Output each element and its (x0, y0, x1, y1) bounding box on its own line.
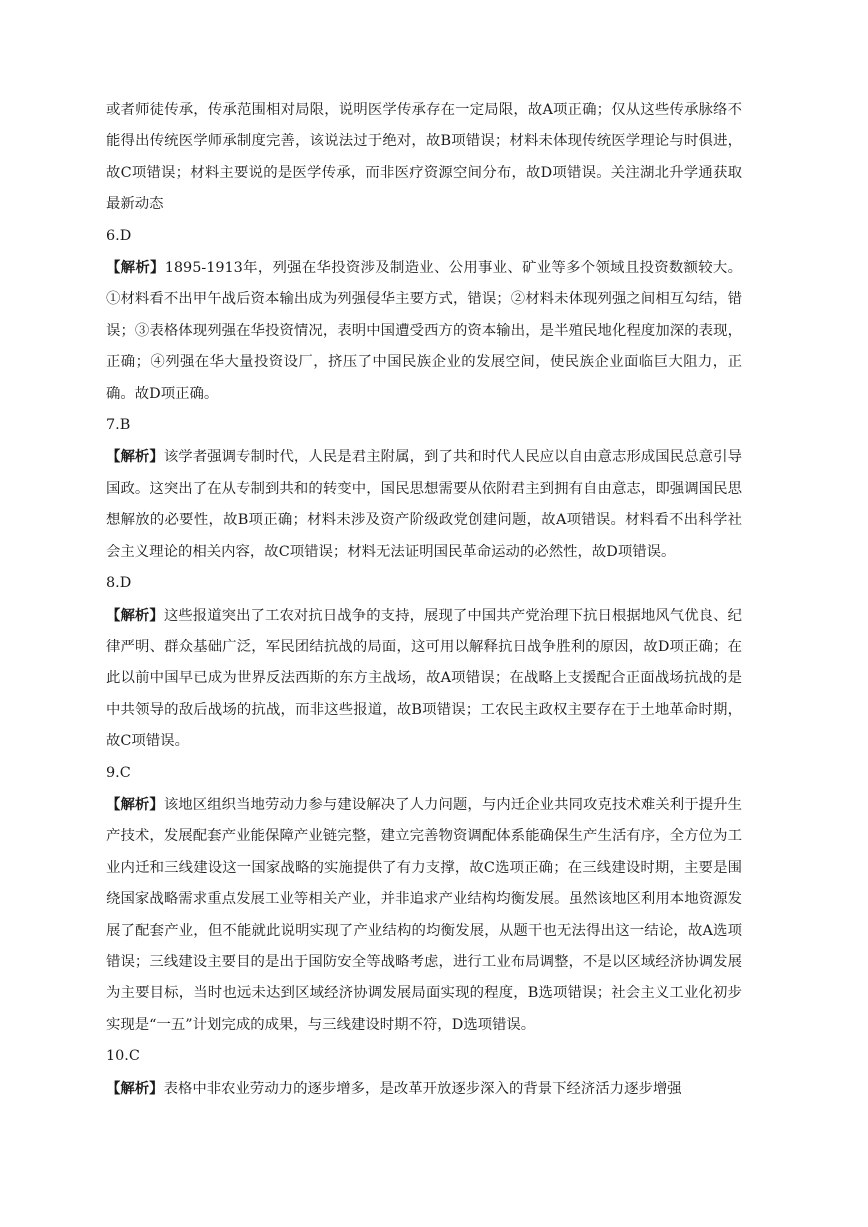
paragraph-text: 该地区组织当地劳动力参与建设解决了人力问题，与内迁企业共同攻克技术难关利于提升生产技术，发展配套产业能保障产业链完整，建立完善物资调配体系能确保生产生活有序，全方位为工业内迁和三线建设这一国家战略的实施提供了有力支撑，故C选项正确；在三线建设时期，主要是围绕国家战略需求重点发展工业等相关产业，并非追求产业结构均衡发展。虽然该地区利用本地资源发展了配套产业，但不能就此说明实现了产业结构的均衡发展，从题干也无法得出这一结论，故A选项错误；三线建设主要目的是出于国防安全等战略考虑，进行工业布局调整，不是以区域经济协调发展为主要目标，当时也远未达到区域经济协调发展局面实现的程度，B选项错误；社会主义工业化初步实现是“一五”计划完成的成果，与三线建设时期不符，D选项错误。 (106, 796, 742, 1033)
paragraph-analysis-6 (106, 252, 742, 410)
paragraph-analysis-10 (106, 1073, 742, 1105)
paragraph-text: 这些报道突出了工农对抗日战争的支持，展现了中国共产党治理下抗日根据地风气优良、纪律严明、群众基础广泛，军民团结抗战的局面，这可用以解释抗日战争胜利的原因，故D项正确；在此以前中国早已成为世界反法西斯的东方主战场，故A项错误；在战略上支援配合正面战场抗战的是中共领导的敌后战场的抗战，而非这些报道，故B项错误；工农民主政权主要存在于土地革命时期，故C项错误。 (106, 607, 742, 750)
answer-number-9: 9.C (106, 764, 131, 781)
answer-number-7: 7.B (106, 417, 131, 434)
paragraph-text: 或者师徒传承，传承范围相对局限，说明医学传承存在一定局限，故A项正确；仅从这些传承脉络不能得出传统医学师承制度完善，该说法过于绝对，故B项错误；材料未体现传统医学理论与时俱进，故C项错误；材料主要说的是医学传承，而非医疗资源空间分布，故D项错误。关注湖北升学通获取最新动态 (106, 102, 742, 213)
paragraph-analysis-7 (106, 441, 742, 568)
paragraph-analysis-9 (106, 789, 742, 1041)
analysis-tag: 【解析】 (106, 606, 164, 624)
paragraph-text: 该学者强调专制时代，人民是君主附属，到了共和时代人民应以自由意志形成国民总意引导国政。这突出了在从专制到共和的转变中，国民思想需要从依附君主到拥有自由意志，即强调国民思想解放的必要性，故B项正确；材料未涉及资产阶级政党创建问题，故A项错误。材料看不出科学社会主义理论的相关内容，故C项错误；材料无法证明国民革命运动的必然性，故D项错误。 (106, 449, 742, 560)
paragraph-text: 1895-1913年，列强在华投资涉及制造业、公用事业、矿业等多个领域且投资数额较大。①材料看不出甲午战后资本输出成为列强侵华主要方式，错误；②材料未体现列强之间相互勾结，错误；③表格体现列强在华投资情况，表明中国遭受西方的资本输出，是半殖民地化程度加深的表现，正确；④列强在华大量投资设厂，挤压了中国民族企业的发展空间，使民族企业面临巨大阻力，正确。故D项正确。 (106, 260, 742, 402)
analysis-tag: 【解析】 (106, 1079, 164, 1097)
answer-number-8: 8.D (106, 575, 132, 592)
analysis-tag: 【解析】 (106, 448, 164, 466)
analysis-tag: 【解析】 (106, 259, 165, 277)
document-page (106, 95, 742, 1105)
analysis-tag: 【解析】 (106, 795, 164, 813)
answer-number-6: 6.D (106, 227, 132, 244)
paragraph-text: 表格中非农业劳动力的逐步增多，是改革开放逐步深入的背景下经济活力逐步增强 (163, 1080, 682, 1097)
answer-number-10: 10.C (106, 1048, 140, 1065)
paragraph-analysis-8 (106, 600, 742, 758)
paragraph-analysis-5-continued (106, 95, 742, 221)
